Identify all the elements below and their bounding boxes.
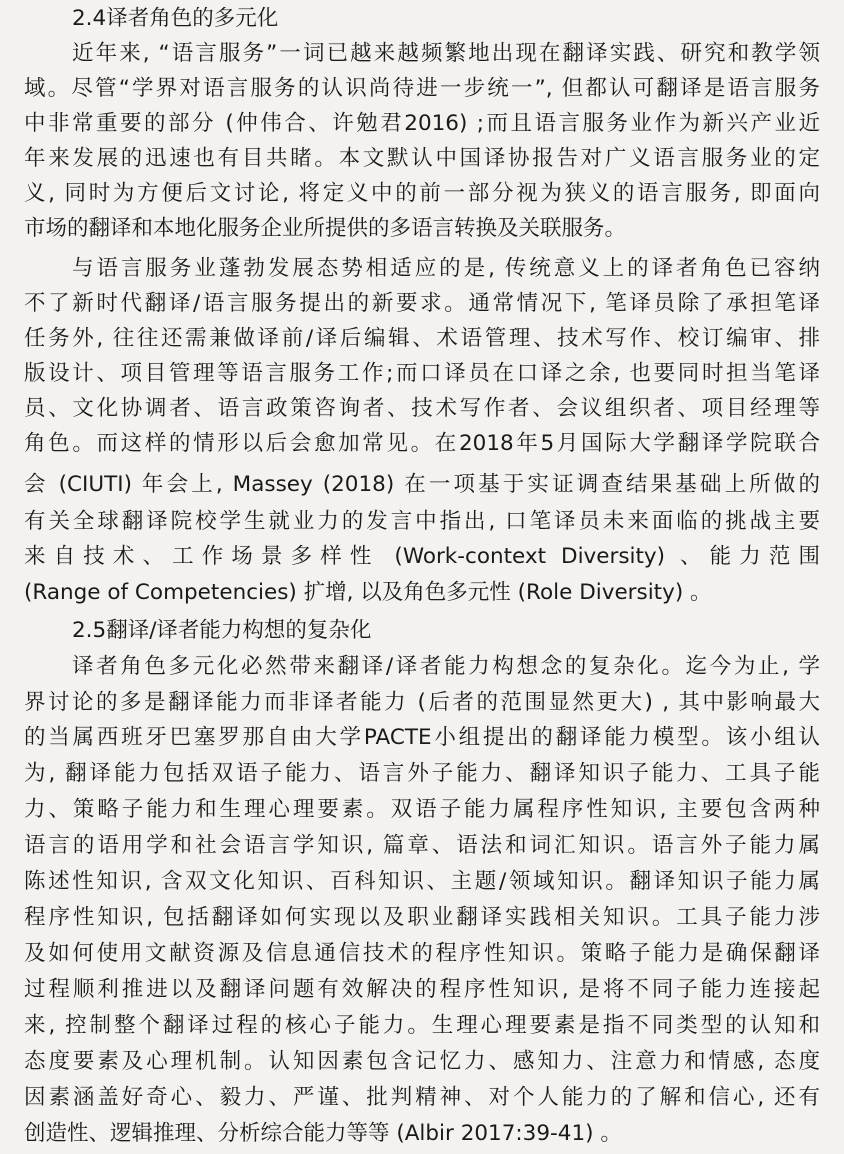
paragraph-line: 域。尽管“学界对语言服务的认识尚待进一步统一”, 但都认可翻译是语言服务 xyxy=(24,76,820,101)
paragraph-line: (Range of Competencies) 扩增, 以及角色多元性 (Role Diversity) 。 xyxy=(24,580,712,605)
paragraph-line: 的当属西班牙巴塞罗那自由大学PACTE小组提出的翻译能力模型。该小组认 xyxy=(24,725,820,750)
paragraph-line: 来, 控制整个翻译过程的核心子能力。生理心理要素是指不同类型的认知和 xyxy=(24,1013,820,1038)
paragraph-line: 年来发展的迅速也有目共睹。本文默认中国译协报告对广义语言服务业的定 xyxy=(24,146,820,171)
paragraph-line: 义, 同时为方便后文讨论, 将定义中的前一部分视为狭义的语言服务, 即面向 xyxy=(24,181,820,206)
paragraph-line: 态度要素及心理机制。认知因素包含记忆力、感知力、注意力和情感, 态度 xyxy=(24,1049,820,1074)
paragraph-line: 界讨论的多是翻译能力而非译者能力 (后者的范围显然更大) , 其中影响最大 xyxy=(24,690,820,715)
paragraph-line: 及如何使用文献资源及信息通信技术的程序性知识。策略子能力是确保翻译 xyxy=(24,941,820,966)
paragraph-line: 因素涵盖好奇心、毅力、严谨、批判精神、对个人能力的了解和信心, 还有 xyxy=(24,1085,820,1110)
paragraph-line: 程序性知识, 包括翻译如何实现以及职业翻译实践相关知识。工具子能力涉 xyxy=(24,905,820,930)
paragraph-line: 会 (CIUTI) 年会上, Massey (2018) 在一项基于实证调查结果基础上所做的 xyxy=(24,472,820,497)
paragraph-line: 角色。而这样的情形以后会愈加常见。在2018年5月国际大学翻译学院联合 xyxy=(24,431,820,456)
paragraph-line: 与语言服务业蓬勃发展态势相适应的是, 传统意义上的译者角色已容纳 xyxy=(72,256,820,281)
paragraph-line: 中非常重要的部分 (仲伟合、许勉君2016) ;而且语言服务业作为新兴产业近 xyxy=(24,111,820,136)
paragraph-line: 员、文化协调者、语言政策咨询者、技术写作者、会议组织者、项目经理等 xyxy=(24,396,820,421)
paragraph-line: 力、策略子能力和生理心理要素。双语子能力属程序性知识, 主要包含两种 xyxy=(24,797,820,822)
paragraph-line: 版设计、项目管理等语言服务工作;而口译员在口译之余, 也要同时担当笔译 xyxy=(24,361,820,386)
paragraph-line: 语言的语用学和社会语言学知识, 篇章、语法和词汇知识。语言外子能力属 xyxy=(24,833,820,858)
paragraph-line: 不了新时代翻译/语言服务提出的新要求。通常情况下, 笔译员除了承担笔译 xyxy=(24,291,820,316)
paragraph-line: 有关全球翻译院校学生就业力的发言中指出, 口笔译员未来面临的挑战主要 xyxy=(24,509,820,534)
paragraph-line: 译者角色多元化必然带来翻译/译者能力构想念的复杂化。迄今为止, 学 xyxy=(72,654,820,679)
paragraph-line: 过程顺利推进以及翻译问题有效解决的程序性知识, 是将不同子能力连接起 xyxy=(24,977,820,1002)
paragraph-line: 创造性、逻辑推理、分析综合能力等等 (Albir 2017:39-41) 。 xyxy=(24,1121,622,1146)
section-heading-2-4: 2.4译者角色的多元化 xyxy=(72,6,279,31)
paragraph-line: 陈述性知识, 含双文化知识、百科知识、主题/领域知识。翻译知识子能力属 xyxy=(24,869,820,894)
section-heading-2-5: 2.5翻译/译者能力构想的复杂化 xyxy=(72,618,372,643)
paragraph-line: 市场的翻译和本地化服务企业所提供的多语言转换及关联服务。 xyxy=(24,216,627,241)
paragraph-line: 近年来, “语言服务”一词已越来越频繁地出现在翻译实践、研究和教学领 xyxy=(72,41,820,66)
paragraph-line: 来自技术、工作场景多样性 (Work-context Diversity) 、能力范围 xyxy=(24,544,820,569)
paragraph-line: 为, 翻译能力包括双语子能力、语言外子能力、翻译知识子能力、工具子能 xyxy=(24,761,820,786)
paragraph-line: 任务外, 往往还需兼做译前/译后编辑、术语管理、技术写作、校订编审、排 xyxy=(24,326,820,351)
